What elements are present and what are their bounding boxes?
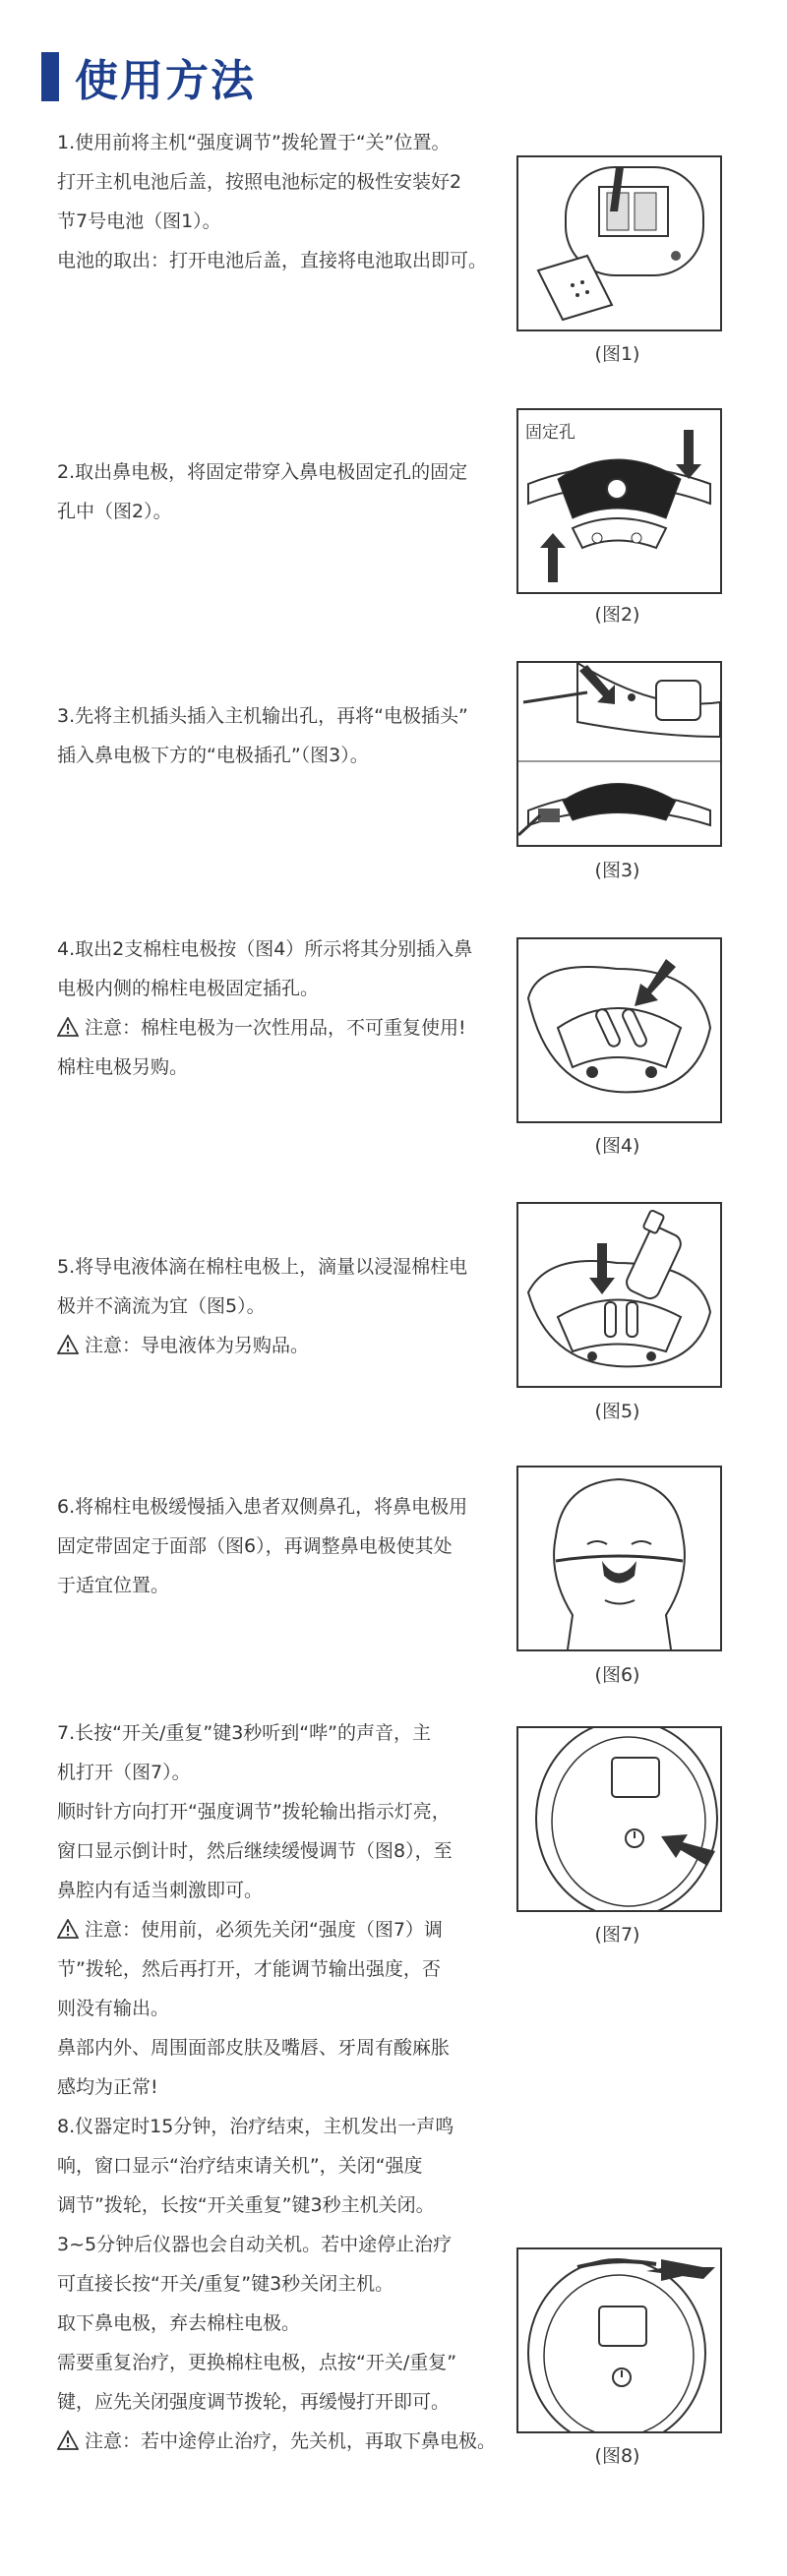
text-line: 4.取出2支棉柱电极按（图4）所示将其分别插入鼻 bbox=[57, 938, 473, 960]
warning-line bbox=[57, 1910, 496, 1949]
text-line: 7.长按“开关/重复”键3秒听到“哔”的声音，主 bbox=[57, 1722, 431, 1744]
text-line: 于适宜位置。 bbox=[57, 1575, 170, 1596]
text-line: 3~5分钟后仪器也会自动关机。若中途停止治疗 bbox=[57, 2234, 453, 2255]
dial-turn-illustration bbox=[518, 2249, 720, 2431]
text-line: 机打开（图7）。 bbox=[57, 1762, 191, 1783]
page-title: 使用方法 bbox=[75, 56, 256, 106]
figure-1 bbox=[516, 155, 722, 331]
figure-5-caption: (图5) bbox=[594, 1401, 640, 1422]
text-line: 电极内侧的棉柱电极固定插孔。 bbox=[57, 978, 320, 999]
text-line: 键，应先关闭强度调节拨轮，再缓慢打开即可。 bbox=[57, 2391, 451, 2413]
figure-6-caption: (图6) bbox=[594, 1664, 640, 1686]
step-6-text bbox=[57, 1487, 467, 1605]
text-line: 则没有输出。 bbox=[57, 1998, 170, 2019]
text-line: 取下鼻电极，弃去棉柱电极。 bbox=[57, 2312, 301, 2334]
warning-line bbox=[57, 2422, 496, 2461]
figure-5 bbox=[516, 1202, 722, 1388]
text-line: 棉柱电极另购。 bbox=[57, 1056, 189, 1078]
text-line: 插入鼻电极下方的“电极插孔”（图3）。 bbox=[57, 745, 369, 766]
warning-icon bbox=[57, 2430, 79, 2450]
text-line: 打开主机电池后盖，按照电池标定的极性安装好2 bbox=[57, 171, 462, 193]
figure-7-caption: (图7) bbox=[594, 1924, 640, 1946]
figure-2-caption: (图2) bbox=[594, 604, 640, 626]
figure-3 bbox=[516, 661, 722, 847]
power-press-illustration bbox=[518, 1728, 720, 1910]
text-line: 需要重复治疗，更换棉柱电极，点按“开关/重复” bbox=[57, 2352, 457, 2373]
text-line: 3.先将主机插头插入主机输出孔，再将“电极插头” bbox=[57, 705, 468, 727]
warning-line bbox=[57, 1326, 467, 1365]
figure-8-caption: (图8) bbox=[594, 2445, 640, 2467]
text-line: 顺时针方向打开“强度调节”拨轮输出指示灯亮， bbox=[57, 1801, 451, 1823]
warning-icon bbox=[57, 1919, 79, 1939]
text-line: 5.将导电液体滴在棉柱电极上，滴量以浸湿棉柱电 bbox=[57, 1256, 468, 1278]
cotton-electrode-insert-illustration bbox=[518, 939, 720, 1121]
plug-connect-illustration bbox=[518, 663, 720, 845]
figure-4-caption: (图4) bbox=[594, 1135, 640, 1157]
text-line: 固定带固定于面部（图6），再调整鼻电极使其处 bbox=[57, 1535, 453, 1557]
title-accent-bar bbox=[41, 52, 59, 101]
text-line: 极并不滴流为宜（图5）。 bbox=[57, 1295, 266, 1317]
step-3-text bbox=[57, 696, 468, 775]
warning-icon bbox=[57, 1017, 79, 1037]
warning-text: 注意：导电液体为另购品。 bbox=[85, 1335, 310, 1356]
text-line: 6.将棉柱电极缓慢插入患者双侧鼻孔，将鼻电极用 bbox=[57, 1496, 468, 1518]
warning-line bbox=[57, 1008, 472, 1048]
figure-7 bbox=[516, 1726, 722, 1912]
step-1-text bbox=[57, 123, 487, 280]
step-4-text bbox=[57, 929, 472, 1087]
text-line: 调节”拨轮，长按“开关重复”键3秒主机关闭。 bbox=[57, 2194, 435, 2216]
face-wear-illustration bbox=[518, 1468, 720, 1649]
figure-4 bbox=[516, 937, 722, 1123]
step-7-8-text bbox=[57, 1713, 496, 2461]
text-line: 2.取出鼻电极，将固定带穿入鼻电极固定孔的固定 bbox=[57, 461, 468, 483]
warning-text: 注意：棉柱电极为一次性用品，不可重复使用! bbox=[85, 1017, 466, 1039]
text-line: 鼻部内外、周围面部皮肤及嘴唇、牙周有酸麻胀 bbox=[57, 2037, 451, 2059]
step-2-text bbox=[57, 452, 467, 531]
page-header bbox=[41, 47, 256, 106]
text-line: 节7号电池（图1）。 bbox=[57, 210, 221, 232]
figure-1-caption: (图1) bbox=[594, 343, 640, 365]
text-line: 1.使用前将主机“强度调节”拨轮置于“关”位置。 bbox=[57, 132, 451, 153]
warning-text: 注意：若中途停止治疗，先关机，再取下鼻电极。 bbox=[85, 2430, 497, 2452]
liquid-drip-illustration bbox=[518, 1204, 720, 1386]
text-line: 孔中（图2）。 bbox=[57, 501, 172, 522]
text-line: 8.仪器定时15分钟，治疗结束，主机发出一声鸣 bbox=[57, 2116, 454, 2137]
figure-8 bbox=[516, 2247, 722, 2433]
figure-6 bbox=[516, 1466, 722, 1651]
warning-icon bbox=[57, 1335, 79, 1354]
text-line: 电池的取出：打开电池后盖，直接将电池取出即可。 bbox=[57, 250, 488, 271]
warning-text: 注意：使用前，必须先关闭“强度（图7）调 bbox=[85, 1919, 443, 1941]
fixing-hole-label: 固定孔 bbox=[523, 418, 577, 443]
text-line: 窗口显示倒计时，然后继续缓慢调节（图8），至 bbox=[57, 1840, 453, 1862]
figure-3-caption: (图3) bbox=[594, 860, 640, 881]
step-5-text bbox=[57, 1247, 467, 1365]
text-line: 可直接长按“开关/重复”键3秒关闭主机。 bbox=[57, 2273, 394, 2295]
text-line: 鼻腔内有适当刺激即可。 bbox=[57, 1880, 264, 1901]
battery-install-illustration bbox=[518, 157, 720, 329]
text-line: 感均为正常! bbox=[57, 2076, 158, 2098]
text-line: 节”拨轮，然后再打开，才能调节输出强度，否 bbox=[57, 1958, 441, 1980]
text-line: 响，窗口显示“治疗结束请关机”，关闭“强度 bbox=[57, 2155, 423, 2177]
